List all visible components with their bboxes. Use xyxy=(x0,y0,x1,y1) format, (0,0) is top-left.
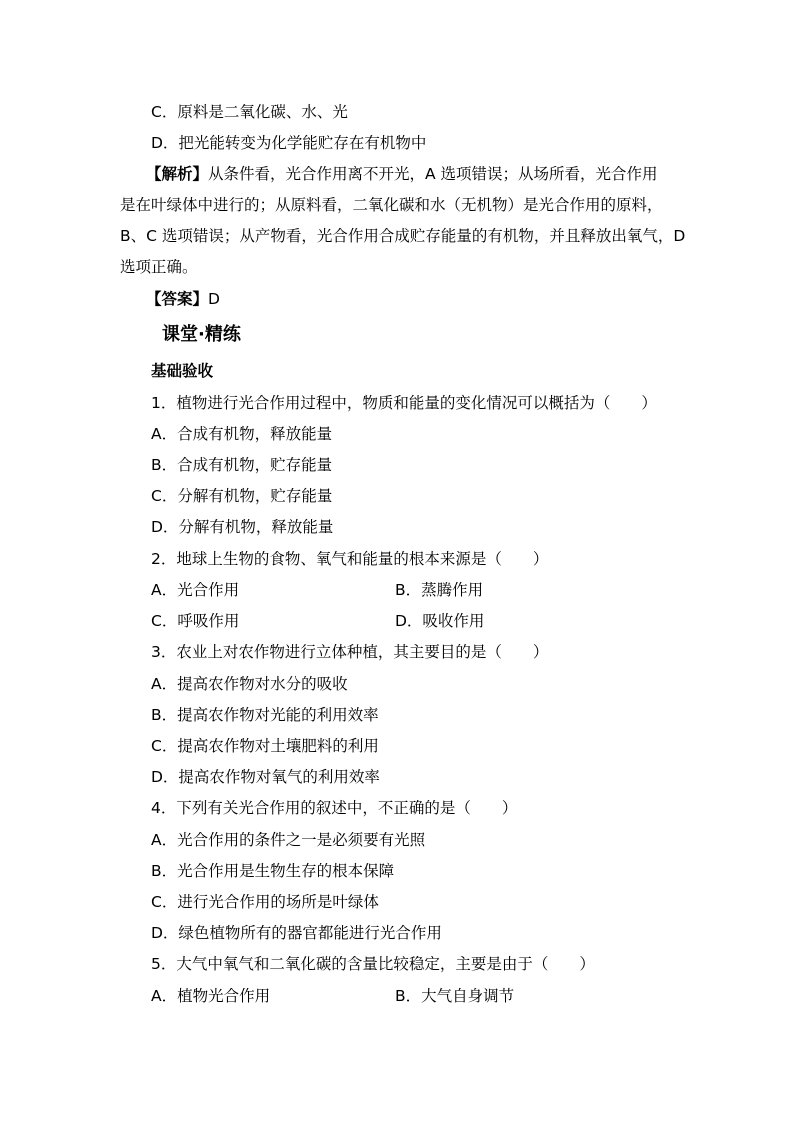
question-option: C．呼吸作用 xyxy=(151,612,240,630)
question-option: B．提高农作物对光能的利用效率 xyxy=(151,706,379,724)
question-option: B．光合作用是生物生存的根本保障 xyxy=(151,862,395,880)
question-option: B．大气自身调节 xyxy=(395,987,515,1005)
analysis-text-1: 从条件看，光合作用离不开光，A 选项错误；从场所看，光合作用 xyxy=(208,165,658,183)
analysis-text-3: B、C 选项错误；从产物看，光合作用合成贮存能量的有机物，并且释放出氧气，D xyxy=(120,227,686,245)
question-stem: 2．地球上生物的食物、氧气和能量的根本来源是（ ） xyxy=(151,550,549,568)
question-option: D．吸收作用 xyxy=(395,612,485,630)
answer-value: D xyxy=(208,290,220,308)
analysis-text-4: 选项正确。 xyxy=(120,258,198,276)
question-option: C．进行光合作用的场所是叶绿体 xyxy=(151,893,379,911)
question-option: D．绿色植物所有的器官都能进行光合作用 xyxy=(151,924,442,942)
question-option: B．合成有机物，贮存能量 xyxy=(151,456,333,474)
question-stem: 3．农业上对农作物进行立体种植，其主要目的是（ ） xyxy=(151,643,549,661)
question-option: C．提高农作物对土壤肥料的利用 xyxy=(151,737,379,755)
answer-line xyxy=(146,289,220,309)
question-stem: 1．植物进行光合作用过程中，物质和能量的变化情况可以概括为（ ） xyxy=(151,394,657,412)
analysis-line xyxy=(146,164,658,184)
question-option: A．合成有机物，释放能量 xyxy=(151,425,333,443)
answer-tag: 【答案】 xyxy=(146,290,209,308)
analysis-text-2: 是在叶绿体中进行的；从原料看，二氧化碳和水（无机物）是光合作用的原料， xyxy=(120,196,663,214)
analysis-tag: 【解析】 xyxy=(146,165,209,183)
option-d: D．把光能转变为化学能贮存在有机物中 xyxy=(151,134,427,152)
question-option: C．分解有机物，贮存能量 xyxy=(151,487,333,505)
question-option: B．蒸腾作用 xyxy=(395,581,484,599)
section-title: 课堂·精练 xyxy=(162,324,241,345)
question-stem: 5．大气中氧气和二氧化碳的含量比较稳定，主要是由于（ ） xyxy=(151,955,595,973)
question-option: D．提高农作物对氧气的利用效率 xyxy=(151,768,380,786)
subsection-title: 基础验收 xyxy=(151,362,214,380)
question-option: A．植物光合作用 xyxy=(151,987,271,1005)
question-option: A．光合作用的条件之一是必须要有光照 xyxy=(151,831,426,849)
question-option: A．光合作用 xyxy=(151,581,240,599)
question-option: D．分解有机物，释放能量 xyxy=(151,518,334,536)
option-c: C．原料是二氧化碳、水、光 xyxy=(151,103,348,121)
question-stem: 4．下列有关光合作用的叙述中，不正确的是（ ） xyxy=(151,799,518,817)
question-option: A．提高农作物对水分的吸收 xyxy=(151,675,348,693)
